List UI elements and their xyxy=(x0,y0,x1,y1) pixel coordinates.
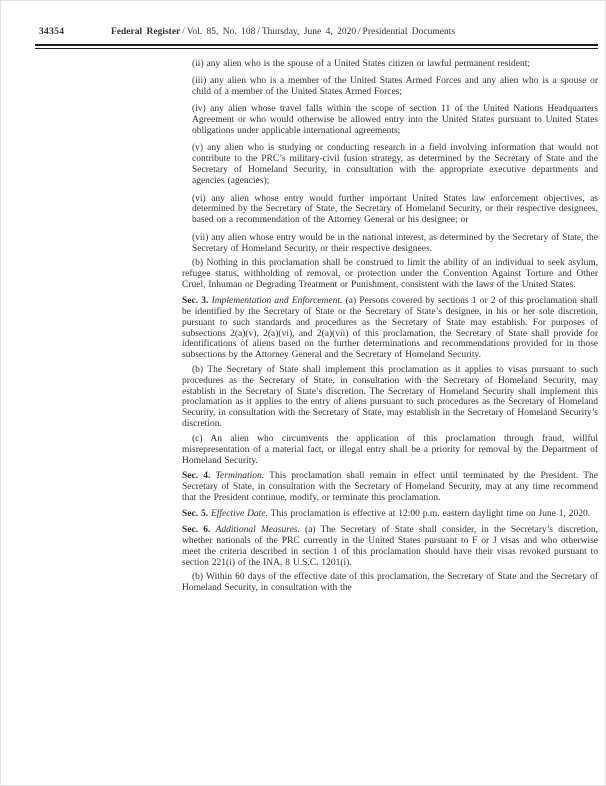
paragraph xyxy=(192,233,598,255)
paragraph-segment: Sec. 6. xyxy=(182,525,211,536)
paragraph-segment: Termination. xyxy=(215,471,265,482)
header-rule-thick xyxy=(35,44,598,46)
paragraph-segment: (c) An alien who circumvents the application of this proclamation through fraud, willful misrepresentation of a material fact, or illegal entry shall be a priority for removal by the Department of Homeland Security. xyxy=(182,433,598,466)
header-title-bold: Federal Register xyxy=(111,27,181,37)
paragraph xyxy=(182,471,598,504)
paragraph-segment: (a) Persons covered by sections 1 or 2 of this proclamation shall be identified by the Secretary of State or the Secretary of State’s designee, in his or her sole discretion, pursuant to such standards and procedures as the Secretary of State may establish. For purposes of subsections 2(a)(v), 2(a)(vi), and 2(a)(vii) of this proclamation, the Secretary of State shall provide for identifications of aliens based on the further determinations and recommendations provided for in those subsections by the Attorney General and the Secretary of Homeland Security. xyxy=(182,295,599,361)
paragraph xyxy=(192,59,598,70)
paragraph xyxy=(182,572,598,594)
page-number: 34354 xyxy=(39,27,65,37)
paragraph-segment: (a) The Secretary of State shall consider, in the Secretary’s discretion, whether nationals of the PRC currently in the United States pursuant to F or J visas and who otherwise meet the criteria described in section 1 of this proclamation should have their visas revoked pursuant to section 221(i) of the INA, 8 U.S.C. 1201(i). xyxy=(182,525,598,568)
paragraph-segment: Sec. 5. xyxy=(182,509,209,520)
paragraph-segment: (v) any alien who is studying or conducting research in a field involving information that would not contribute to the PRC’s military-civil fusion strategy, as determined by the Secretary of State and the Secretary of Homeland Security, in consultation with the appropriate executive departments and agencies (agencies); xyxy=(192,143,598,187)
paragraph-segment: (iii) any alien who is a member of the United States Armed Forces and any alien who is a spouse or child of a member of the United States Armed Forces; xyxy=(192,75,598,97)
paragraph xyxy=(182,434,598,467)
paragraph-segment: Additional Measures. xyxy=(215,525,300,536)
paragraph-segment: (ii) any alien who is the spouse of a United States citizen or lawful permanent resident; xyxy=(192,58,531,69)
header-rule-thin xyxy=(35,48,598,49)
paragraph-segment: (b) Nothing in this proclamation shall be construed to limit the ability of an individual to seek asylum, refugee status, withholding of removal, or protection under the Convention Against Torture and Other Cruel, Inhuman or Degrading Treatment or Punishment, consistent with the laws of the United States. xyxy=(182,258,598,290)
paragraph xyxy=(192,143,598,187)
paragraph-segment: Sec. 3. xyxy=(182,295,209,306)
paragraph-segment: (b) Within 60 days of the effective date of this proclamation, the Secretary of State and the Secretary of Homeland Security, in consultation with the xyxy=(182,572,598,594)
paragraph xyxy=(182,525,598,569)
header-title xyxy=(111,27,455,38)
paragraph-segment: Implementation and Enforcement. xyxy=(211,295,343,306)
header-title-rest: / Vol. 85, No. 108 / Thursday, June 4, 2020 / Presidential Documents xyxy=(180,27,456,37)
paragraph-segment: (iv) any alien whose travel falls within the scope of section 11 of the United Nations Headquarters Agreement or who would otherwise be allowed entry into the United States pursuant to United States obligations under applicable international agreements; xyxy=(192,104,598,137)
paragraph xyxy=(192,76,598,98)
paragraph-segment: (vii) any alien whose entry would be in the national interest, as determined by the Secretary of State, the Secretary of Homeland Security, or their respective designees. xyxy=(192,232,598,254)
paragraph xyxy=(182,509,598,520)
paragraph xyxy=(192,104,598,137)
paragraph-segment: (b) The Secretary of State shall implement this proclamation as it applies to visas pursuant to such procedures as the Secretary of State, in consultation with the Secretary of Homeland Security, may establish in the Secretary of State’s discretion. The Secretary of Homeland Security shall implement this proclamation as it applies to the entry of aliens pursuant to such procedures as the Secretary of Homeland Security, in consultation with the Secretary of State, may establish in the Secretary of Homeland Security’s discretion. xyxy=(182,364,598,430)
paragraph xyxy=(192,194,598,227)
paragraph-segment: This proclamation shall remain in effect until terminated by the President. The Secretary of State, in consultation with the Secretary of Homeland Security, may at any time recommend that the President continue, modify, or terminate this proclamation. xyxy=(182,471,598,504)
paragraph xyxy=(182,296,598,361)
paragraph-segment: Sec. 4. xyxy=(182,471,211,482)
paragraph xyxy=(182,258,598,291)
page-header xyxy=(39,27,595,38)
paragraph-segment: Effective Date. xyxy=(210,509,268,520)
document-body xyxy=(182,52,598,594)
paragraph-segment: This proclamation is effective at 12:00 p.m. eastern daylight time on June 1, 2020. xyxy=(267,509,591,520)
paragraph xyxy=(182,365,598,430)
paragraph-segment: (vi) any alien whose entry would further important United States law enforcement objectives, as determined by the Secretary of State, the Secretary of Homeland Security, or their respective designees, based on a recommendation of the Attorney General or his designee; or xyxy=(192,193,598,226)
